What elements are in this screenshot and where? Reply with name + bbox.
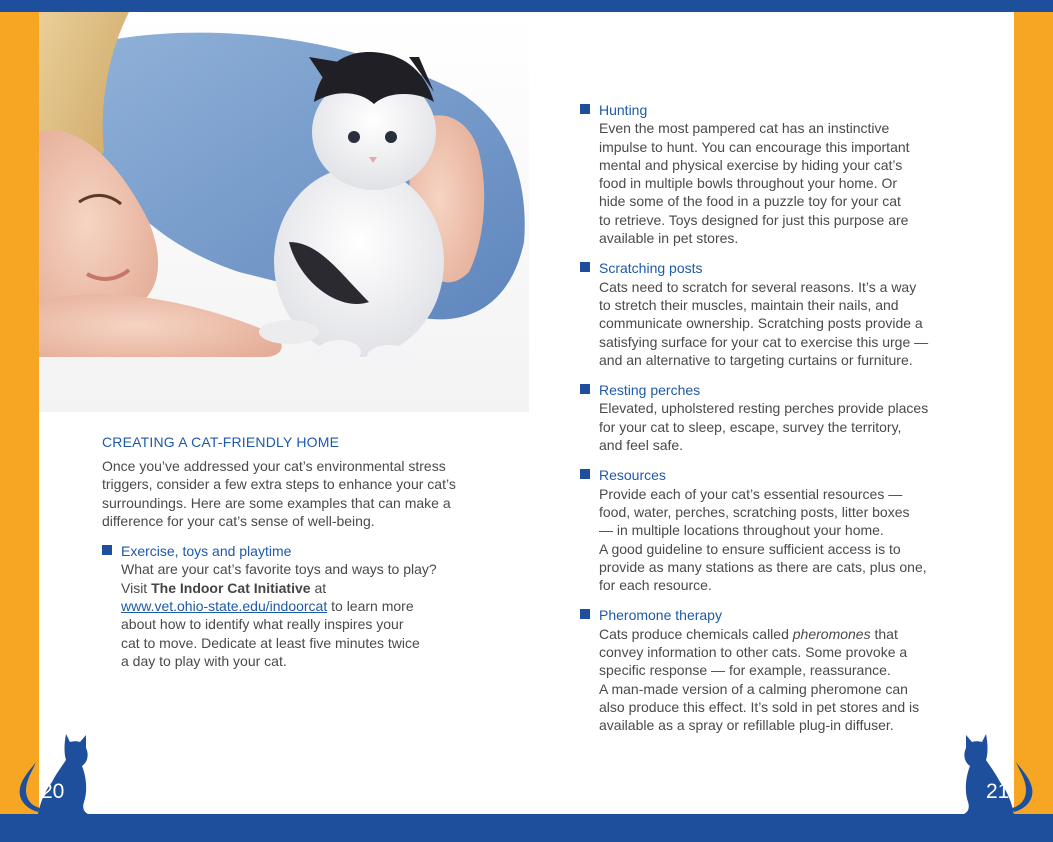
item-line: for your cat to sleep, escape, survey the territory,	[599, 418, 902, 435]
visit-suffix: at	[310, 579, 327, 596]
intro-line: Once you’ve addressed your cat’s environmental stress	[102, 458, 446, 474]
left-page-content	[102, 433, 477, 681]
item-line: A good guideline to ensure sufficient access is to	[599, 540, 901, 557]
item-line: available as a spray or refillable plug-in diffuser.	[599, 717, 894, 734]
list-item-scratching-posts	[580, 259, 960, 369]
item-heading: Resources	[599, 467, 666, 484]
list-item-pheromone-therapy	[580, 606, 960, 734]
link-suffix: to learn more	[327, 598, 414, 615]
square-bullet-icon	[580, 262, 590, 272]
square-bullet-icon	[102, 545, 112, 555]
top-border	[0, 0, 1053, 12]
item-line: provide as many stations as there are cats, plus one,	[599, 558, 927, 575]
square-bullet-icon	[580, 609, 590, 619]
list-item-resting-perches	[580, 381, 960, 454]
item-line: — in multiple locations throughout your home.	[599, 522, 884, 539]
section-title: CREATING A CAT-FRIENDLY HOME	[102, 434, 340, 450]
bottom-border	[0, 814, 1053, 842]
item-body	[599, 278, 960, 369]
pheromones-term: pheromones	[792, 625, 871, 642]
item-line: Even the most pampered cat has an instinctive	[599, 120, 890, 137]
right-side-band	[1014, 12, 1053, 814]
item-line: specific response — for example, reassurance.	[599, 662, 891, 679]
item-line: communicate ownership. Scratching posts provide a	[599, 315, 923, 332]
item-line: for each resource.	[599, 577, 712, 594]
initiative-name: The Indoor Cat Initiative	[151, 579, 311, 596]
intro-line: surroundings. Here are some examples that can make a	[102, 494, 451, 511]
item-line: Elevated, upholstered resting perches provide places	[599, 400, 929, 417]
item-line: impulse to hunt. You can encourage this important	[599, 138, 910, 155]
visit-prefix: Visit	[121, 579, 152, 596]
item-line: to retrieve. Toys designed for just this purpose are	[599, 211, 909, 228]
item-line: and feel safe.	[599, 437, 684, 454]
item-line: Cats need to scratch for several reasons. It’s a way	[599, 278, 917, 295]
item-line: hide some of the food in a puzzle toy for your cat	[599, 193, 901, 210]
left-side-band	[0, 12, 39, 814]
list-item-resources	[580, 466, 960, 594]
item-line: food, water, perches, scratching posts, litter boxes	[599, 503, 910, 520]
intro-paragraph	[102, 457, 477, 530]
item-line: a day to play with your cat.	[121, 652, 287, 669]
item-line: A man-made version of a calming pheromone can	[599, 680, 908, 697]
woman-with-kitten-photo	[39, 12, 529, 412]
item-line: also produce this effect. It’s sold in pet stores and is	[599, 698, 920, 715]
item-heading: Pheromone therapy	[599, 607, 722, 624]
line-prefix: Cats produce chemicals called	[599, 625, 793, 642]
item-body	[599, 119, 960, 247]
intro-line: triggers, consider a few extra steps to enhance your cat’s	[102, 476, 456, 493]
item-line: about how to identify what really inspires your	[121, 616, 404, 633]
page-number-left: 20	[41, 780, 65, 803]
item-heading: Resting perches	[599, 382, 701, 399]
item-line: satisfying surface for your cat to exercise this urge —	[599, 333, 929, 350]
item-line: mental and physical exercise by hiding your cat’s	[599, 156, 903, 173]
item-line: to stretch their muscles, maintain their nails, and	[599, 296, 899, 313]
item-heading: Scratching posts	[599, 260, 703, 277]
item-heading: Hunting	[599, 102, 648, 118]
item-body	[599, 625, 960, 735]
right-page-content	[580, 101, 960, 735]
item-line-visit	[121, 579, 477, 597]
item-line: convey information to other cats. Some provoke a	[599, 644, 908, 661]
list-item-exercise	[102, 542, 477, 670]
intro-line: difference for your cat’s sense of well-being.	[102, 512, 375, 529]
item-body	[599, 399, 960, 454]
indoorcat-link[interactable]: www.vet.ohio-state.edu/indoorcat	[121, 598, 328, 615]
item-line: and an alternative to targeting curtains or furniture.	[599, 351, 913, 368]
item-line: food in multiple bowls throughout your home. Or	[599, 175, 898, 192]
square-bullet-icon	[580, 384, 590, 394]
square-bullet-icon	[580, 469, 590, 479]
line-suffix: that	[870, 625, 898, 642]
list-item-hunting	[580, 101, 960, 247]
item-line: cat to move. Dedicate at least five minutes twice	[121, 634, 420, 651]
page-number-right: 21	[986, 780, 1010, 803]
item-line-link	[121, 597, 477, 615]
item-body	[121, 560, 477, 670]
item-heading: Exercise, toys and playtime	[121, 543, 292, 560]
item-body	[599, 485, 960, 595]
item-line	[599, 625, 960, 643]
item-line: available in pet stores.	[599, 230, 739, 247]
square-bullet-icon	[580, 104, 590, 114]
item-line: Provide each of your cat’s essential resources —	[599, 485, 903, 502]
item-line: What are your cat’s favorite toys and ways to play?	[121, 561, 437, 578]
